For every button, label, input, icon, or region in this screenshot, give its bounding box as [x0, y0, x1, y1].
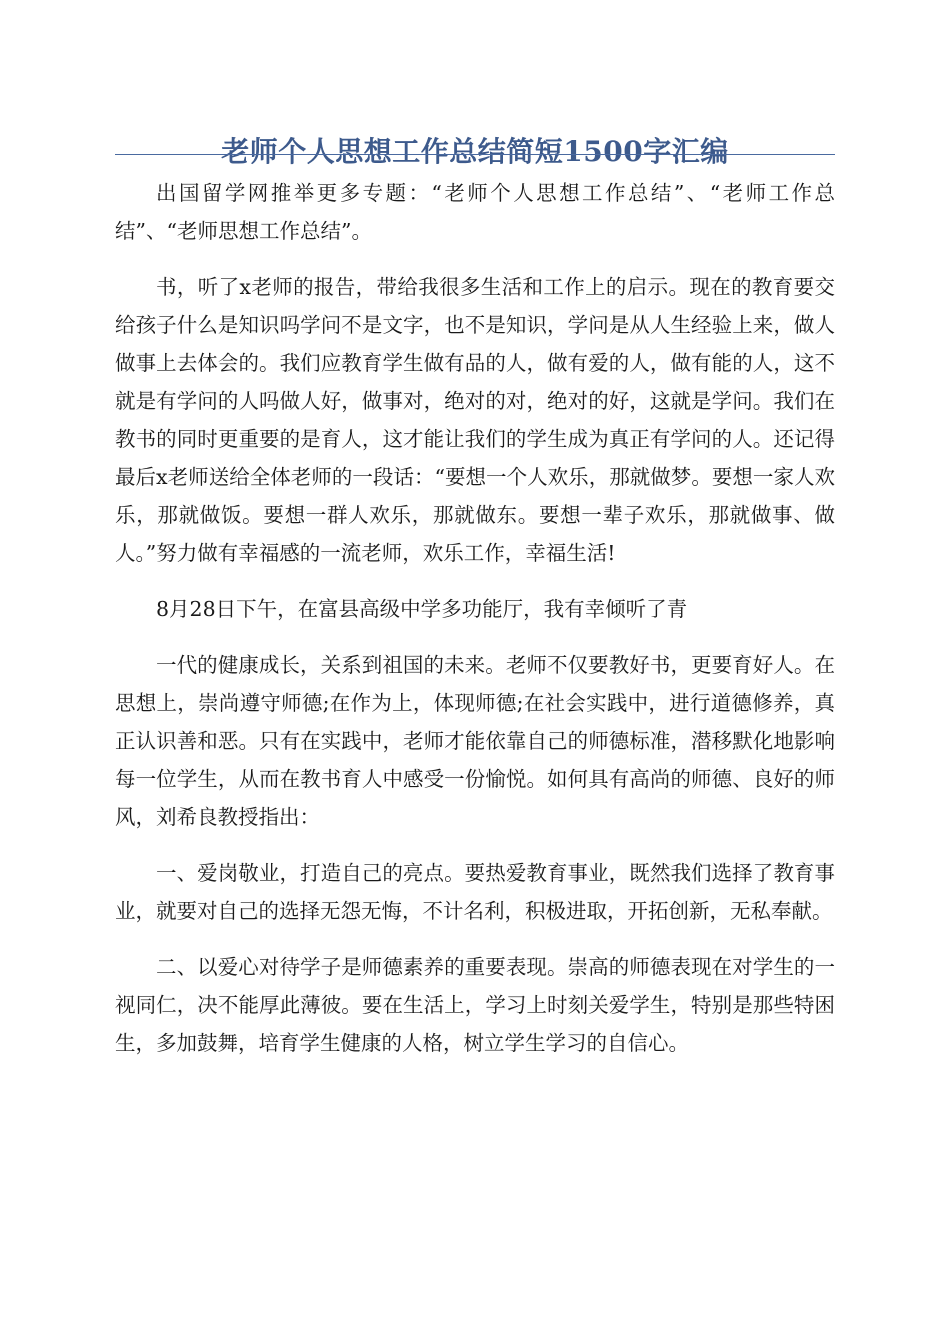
paragraph-date: 8月28日下午，在富县高级中学多功能厅，我有幸倾听了青: [156, 597, 688, 621]
paragraph-point-two: 二、以爱心对待学子是师德素养的重要表现。崇高的师德表现在对学生的一视同仁，决不能厚此薄彼。要在生活上，学习上时刻关爱学生，特别是那些特困生，多加鼓舞，培育学生健康的人格，树立学生学习的自信心。: [115, 955, 835, 1055]
paragraph-report: 书，听了x老师的报告，带给我很多生活和工作上的启示。现在的教育要交给孩子什么是知识吗学问不是文字，也不是知识，学问是从人生经验上来，做人做事上去体会的。我们应教育学生做有品的人，做有爱的人，做有能的人，这不就是有学问的人吗做人好，做事对，绝对的对，绝对的好，这就是学问。我们在教书的同时更重要的是育人，这才能让我们的学生成为真正有学问的人。还记得最后x老师送给全体老师的一段话：“要想一个人欢乐，那就做梦。要想一家人欢乐，那就做饭。要想一群人欢乐，那就做东。要想一辈子欢乐，那就做事、做人。”努力做有幸福感的一流老师，欢乐工作，幸福生活!: [115, 275, 835, 565]
document-title: 老师个人思想工作总结简短1500字汇编: [221, 134, 729, 168]
title-underline: [115, 154, 835, 155]
document-body: [115, 174, 835, 1080]
paragraph-point-one: 一、爱岗敬业，打造自己的亮点。要热爱教育事业，既然我们选择了教育事业，就要对自己的选择无怨无悔，不计名利，积极进取，开拓创新，无私奉献。: [115, 861, 835, 923]
paragraph-teacher-ethics: 一代的健康成长，关系到祖国的未来。老师不仅要教好书，更要育好人。在思想上，崇尚遵守师德;在作为上，体现师德;在社会实践中，进行道德修养，真正认识善和恶。只有在实践中，老师才能依靠自己的师德标准，潜移默化地影响每一位学生，从而在教书育人中感受一份愉悦。如何具有高尚的师德、良好的师风，刘希良教授指出：: [115, 653, 835, 829]
paragraph-recommend: 出国留学网推举更多专题：“老师个人思想工作总结”、“老师工作总结”、“老师思想工作总结”。: [115, 181, 835, 243]
